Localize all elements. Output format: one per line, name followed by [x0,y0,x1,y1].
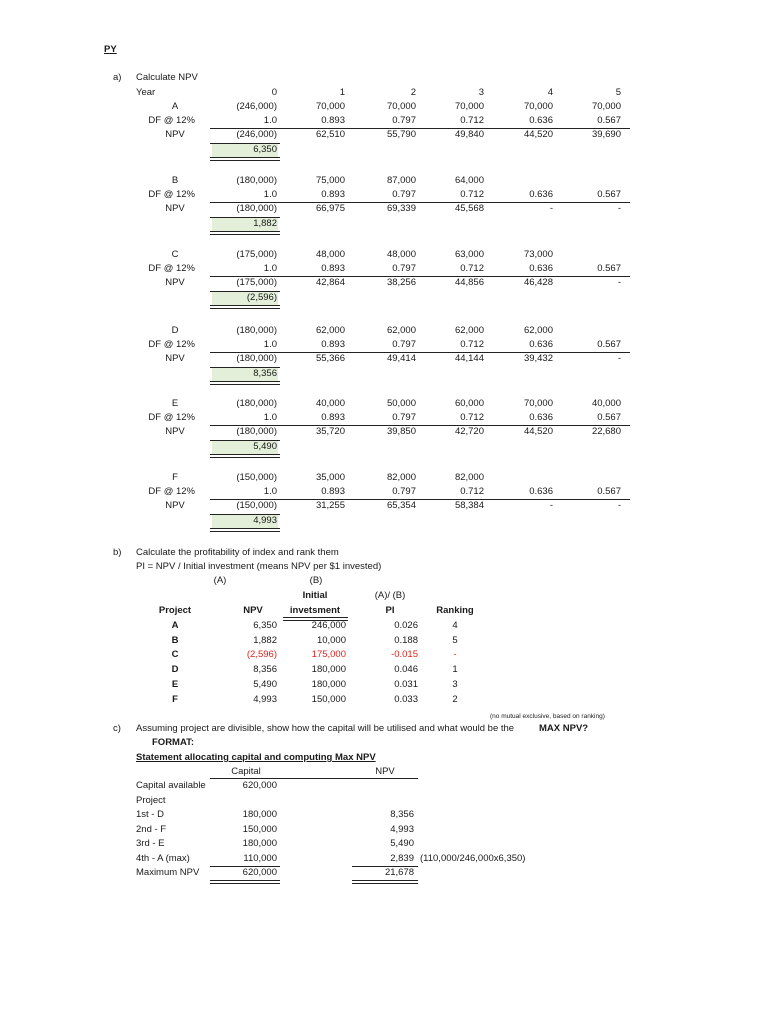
discount-factor-cell: 0.636 [529,263,553,274]
present-value-cell: 44,856 [454,277,484,288]
pi-row-investment: 175,000 [311,649,346,661]
column-tag-b: (B) [309,575,323,586]
statement-title: Statement allocating capital and computing Max NPV [136,752,376,763]
project-label: B [171,175,179,186]
discount-factor-cell: 0.636 [529,412,553,423]
present-value-cell: 42,720 [454,426,484,437]
cash-flow-cell: 48,000 [386,249,416,260]
cash-flow-cell: (180,000) [236,398,277,409]
npv-total: 1,882 [253,218,277,229]
year-header: 4 [547,87,553,98]
allocation-npv: 5,490 [390,838,414,849]
npv-total: 5,490 [253,441,277,452]
row-rule [210,425,630,426]
cash-flow-cell: 63,000 [454,249,484,260]
present-value-cell: 44,520 [523,129,553,140]
capital-available-label: Capital available [136,780,206,791]
project-label: D [171,325,179,336]
discount-factor-cell: 0.797 [392,263,416,274]
present-value-cell: 31,255 [315,500,345,511]
section-marker: b) [113,547,122,558]
total-double-rule [210,157,280,161]
present-value-cell: 39,850 [386,426,416,437]
allocation-label: 2nd - F [136,823,167,835]
present-value-cell: 46,428 [523,277,553,288]
cash-flow-cell: 70,000 [386,101,416,112]
npv-label: NPV [165,277,185,288]
cash-flow-cell: 70,000 [454,101,484,112]
present-value-cell: 39,432 [523,353,553,364]
cash-flow-cell: 62,000 [523,325,553,336]
cash-flow-cell: (180,000) [236,325,277,336]
pi-formula-tag: (A)/ (B) [374,590,406,601]
cash-flow-cell: (246,000) [236,101,277,112]
present-value-cell: 35,720 [315,426,345,437]
pi-row-investment: 150,000 [311,693,346,705]
pi-row-npv: 8,356 [253,664,277,676]
pi-formula: PI = NPV / Initial investment (means NPV per $1 invested) [136,561,382,572]
section-title: Calculate the profitability of index and rank them [136,547,339,558]
discount-factor-cell: 0.636 [529,189,553,200]
present-value-cell: 38,256 [386,277,416,288]
pi-row-rank: 4 [452,620,458,631]
npv-label: NPV [165,203,185,214]
allocation-capital: 150,000 [242,823,277,835]
discount-factor-cell: 0.712 [460,189,484,200]
present-value-cell: 66,975 [315,203,345,214]
present-value-cell: 49,840 [454,129,484,140]
discount-factor-cell: 0.567 [597,115,621,126]
cash-flow-cell: 35,000 [315,472,345,483]
row-rule [210,352,630,353]
present-value-cell: (180,000) [236,203,277,214]
pi-header: PI [385,605,395,616]
project-header: Project [158,605,192,616]
npv-total: (2,596) [246,292,277,303]
row-rule [210,276,630,277]
discount-factor-cell: 0.797 [392,339,416,350]
df-label: DF @ 12% [148,486,195,497]
npv-header: NPV [375,766,395,777]
present-value-cell: 62,510 [315,129,345,140]
allocation-capital: 180,000 [242,838,277,849]
row-rule [210,202,630,203]
cash-flow-cell: 82,000 [386,472,416,483]
discount-factor-cell: 1.0 [263,339,277,350]
discount-factor-cell: 0.567 [597,339,621,350]
cash-flow-cell: 60,000 [454,398,484,409]
ranking-header: Ranking [436,605,474,616]
discount-factor-cell: 0.567 [597,189,621,200]
format-label: FORMAT: [152,737,195,748]
pi-row-investment: 10,000 [316,634,346,646]
discount-factor-cell: 0.712 [460,115,484,126]
discount-factor-cell: 0.636 [529,339,553,350]
cash-flow-cell: 40,000 [591,398,621,409]
discount-factor-cell: 0.893 [321,189,345,200]
present-value-cell: 49,414 [386,353,416,364]
total-capital: 620,000 [242,867,277,878]
max-npv-label: MAX NPV? [539,723,589,734]
present-value-cell: (180,000) [236,353,277,364]
cash-flow-cell: (150,000) [236,472,277,483]
present-value-cell: (175,000) [236,277,277,288]
section-marker: a) [113,72,122,83]
present-value-cell: 55,790 [386,129,416,140]
cash-flow-cell: 70,000 [591,101,621,112]
discount-factor-cell: 0.636 [529,486,553,497]
pi-row-project: B [171,634,179,646]
cash-flow-cell: 62,000 [386,325,416,336]
npv-header: NPV [243,605,263,616]
year-header: 0 [271,87,277,98]
allocation-label: 3rd - E [136,838,165,849]
cash-flow-cell: 50,000 [386,398,416,409]
ranking-note: (no mutual exclusive, based on ranking) [490,713,605,720]
pi-row-npv: (2,596) [246,649,277,661]
discount-factor-cell: 1.0 [263,263,277,274]
present-value-cell: - [549,203,553,214]
discount-factor-cell: 0.893 [321,115,345,126]
present-value-cell: - [549,500,553,511]
cash-flow-cell: 62,000 [454,325,484,336]
year-header: 2 [410,87,416,98]
discount-factor-cell: 0.893 [321,263,345,274]
capital-available-value: 620,000 [242,780,277,791]
present-value-cell: - [617,500,621,511]
cash-flow-cell: 70,000 [523,101,553,112]
cash-flow-cell: 75,000 [315,175,345,186]
pi-row-value: 0.031 [394,678,418,690]
total-double-rule [210,305,280,309]
present-value-cell: 69,339 [386,203,416,214]
discount-factor-cell: 0.893 [321,486,345,497]
present-value-cell: 42,864 [315,277,345,288]
discount-factor-cell: 0.797 [392,412,416,423]
present-value-cell: 44,520 [523,426,553,437]
year-header: 5 [615,87,621,98]
cash-flow-cell: (180,000) [236,175,277,186]
discount-factor-cell: 0.893 [321,339,345,350]
allocation-npv: 2,839 [390,852,414,864]
project-label: E [171,398,179,409]
present-value-cell: 58,384 [454,500,484,511]
allocation-label: 4th - A (max) [136,852,190,864]
pi-row-rank: 2 [452,693,458,705]
pi-row-rank: 3 [452,678,458,690]
page-label: PY [104,44,117,55]
discount-factor-cell: 0.797 [392,115,416,126]
discount-factor-cell: 0.712 [460,263,484,274]
npv-label: NPV [165,500,185,511]
total-double-rule [210,454,280,458]
discount-factor-cell: 0.712 [460,412,484,423]
discount-factor-cell: 1.0 [263,115,277,126]
pi-row-project: E [171,678,179,690]
pi-row-project: F [172,693,178,705]
df-label: DF @ 12% [148,263,195,274]
pi-row-npv: 1,882 [253,634,277,646]
present-value-cell: - [617,353,621,364]
discount-factor-cell: 0.712 [460,339,484,350]
cash-flow-cell: 48,000 [315,249,345,260]
discount-factor-cell: 0.797 [392,486,416,497]
present-value-cell: 44,144 [454,353,484,364]
present-value-cell: (246,000) [236,129,277,140]
pi-row-npv: 6,350 [253,620,277,631]
discount-factor-cell: 1.0 [263,486,277,497]
cash-flow-cell: 64,000 [454,175,484,186]
present-value-cell: 45,568 [454,203,484,214]
pi-row-npv: 4,993 [253,693,277,705]
npv-label: NPV [165,129,185,140]
npv-total: 4,993 [253,515,277,526]
year-label: Year [136,87,156,98]
discount-factor-cell: 0.636 [529,115,553,126]
cash-flow-cell: 40,000 [315,398,345,409]
allocation-capital: 180,000 [242,809,277,820]
total-double-rule [210,528,280,532]
investment-header-top: Initial [302,590,328,601]
total-label: Maximum NPV [136,867,200,878]
df-label: DF @ 12% [148,339,195,350]
present-value-cell: (180,000) [236,426,277,437]
present-value-cell: (150,000) [236,500,277,511]
year-header: 3 [478,87,484,98]
pi-row-npv: 5,490 [253,678,277,690]
pi-row-investment: 246,000 [311,620,346,631]
total-npv: 21,678 [384,867,414,878]
discount-factor-cell: 1.0 [263,412,277,423]
row-rule [210,128,630,129]
discount-factor-cell: 1.0 [263,189,277,200]
discount-factor-cell: 0.567 [597,412,621,423]
pi-row-value: -0.015 [391,649,418,661]
present-value-cell: 39,690 [591,129,621,140]
allocation-note: (110,000/246,000x6,350) [420,852,526,864]
project-label: C [171,249,179,260]
cash-flow-cell: (175,000) [236,249,277,260]
discount-factor-cell: 0.712 [460,486,484,497]
column-tag-a: (A) [213,575,227,586]
present-value-cell: 55,366 [315,353,345,364]
pi-row-project: C [171,649,179,661]
project-label: F [172,472,178,483]
df-label: DF @ 12% [148,115,195,126]
df-label: DF @ 12% [148,189,195,200]
question-text: Assuming project are divisible, show how the capital will be utilised and what would be the [136,723,515,734]
npv-total: 6,350 [253,144,277,155]
allocation-label: 1st - D [136,809,164,820]
pi-row-rank: 1 [452,664,458,676]
total-double-rule [352,880,418,884]
total-double-rule [210,880,280,884]
cash-flow-cell: 70,000 [523,398,553,409]
present-value-cell: - [617,277,621,288]
project-label: Project [136,795,166,806]
cash-flow-cell: 70,000 [315,101,345,112]
npv-total: 8,356 [253,368,277,379]
pi-row-project: A [171,620,179,631]
npv-label: NPV [165,426,185,437]
investment-header: invetsment [289,605,341,616]
section-marker: c) [113,723,121,734]
pi-row-project: D [171,664,179,676]
header-rule [210,778,418,779]
total-double-rule [210,381,280,385]
pi-row-investment: 180,000 [311,678,346,690]
pi-row-value: 0.033 [394,693,418,705]
pi-row-value: 0.026 [394,620,418,631]
discount-factor-cell: 0.797 [392,189,416,200]
pi-row-value: 0.188 [394,634,418,646]
present-value-cell: 22,680 [591,426,621,437]
discount-factor-cell: 0.893 [321,412,345,423]
row-rule [210,499,630,500]
year-header: 1 [339,87,345,98]
total-double-rule [210,231,280,235]
pi-row-investment: 180,000 [311,664,346,676]
present-value-cell: 65,354 [386,500,416,511]
cash-flow-cell: 82,000 [454,472,484,483]
project-label: A [171,101,179,112]
allocation-npv: 4,993 [390,823,414,835]
capital-header: Capital [231,766,261,777]
section-title: Calculate NPV [136,72,198,83]
present-value-cell: - [617,203,621,214]
pi-row-value: 0.046 [394,664,418,676]
cash-flow-cell: 87,000 [386,175,416,186]
cash-flow-cell: 73,000 [523,249,553,260]
discount-factor-cell: 0.567 [597,486,621,497]
npv-label: NPV [165,353,185,364]
pi-row-rank: 5 [452,634,458,646]
allocation-capital: 110,000 [243,852,277,864]
pi-row-rank: - [453,649,457,661]
allocation-npv: 8,356 [390,809,414,820]
discount-factor-cell: 0.567 [597,263,621,274]
df-label: DF @ 12% [148,412,195,423]
cash-flow-cell: 62,000 [315,325,345,336]
